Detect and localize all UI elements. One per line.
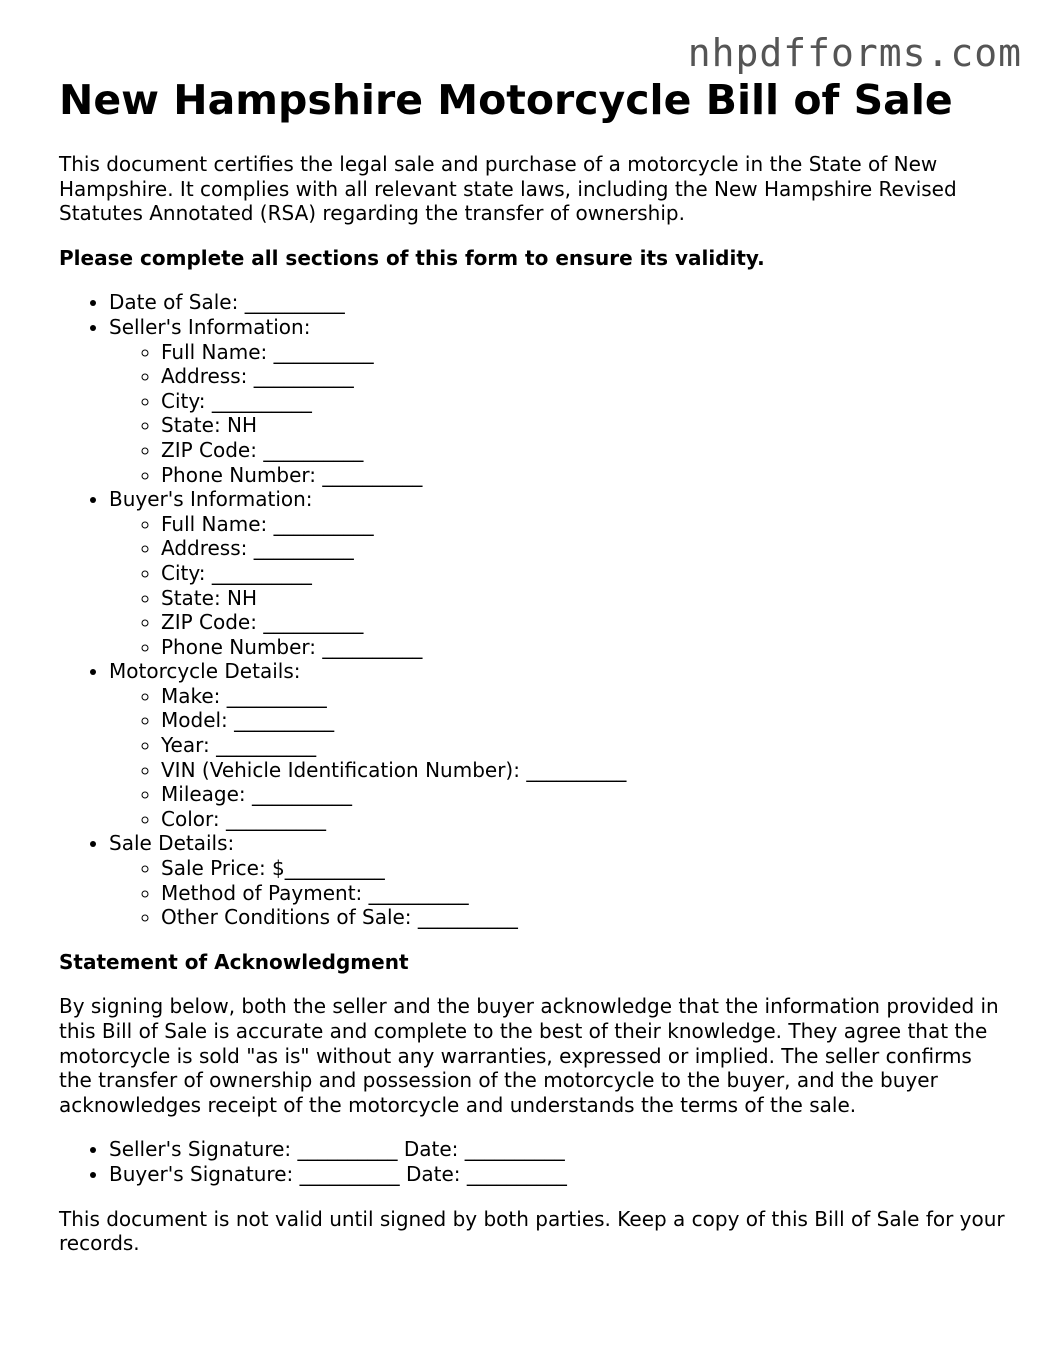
sale-section xyxy=(109,831,1009,929)
buyer-zip-field: ◦ ZIP Code: __________ xyxy=(161,610,1009,635)
closing-paragraph: This document is not valid until signed by both parties. Keep a copy of this Bill of Sale for your records. xyxy=(59,1206,1005,1256)
seller-section xyxy=(109,315,1009,487)
motorcycle-mileage-field: ◦ Mileage: __________ xyxy=(161,782,1009,807)
motorcycle-section xyxy=(109,659,1009,831)
sale-fields xyxy=(109,856,1009,930)
intro-paragraph: This document certifies the legal sale and purchase of a motorcycle in the State of New Hampshire. It complies with all relevant state laws, including the New Hampshire Revised Statutes Annotated (RSA) regarding the transfer of ownership. xyxy=(59,152,957,226)
sale-price-field: ◦ Sale Price: $__________ xyxy=(161,856,1009,881)
document-page xyxy=(59,74,1009,1256)
other-conditions-field: ◦ Other Conditions of Sale: __________ xyxy=(161,905,1009,930)
buyer-phone-field: ◦ Phone Number: __________ xyxy=(161,635,1009,660)
buyer-heading: Buyer's Information: xyxy=(109,487,313,512)
form-fields-list xyxy=(59,290,1009,929)
seller-city-field: ◦ City: __________ xyxy=(161,389,1009,414)
buyer-section xyxy=(109,487,1009,659)
acknowledgment-heading: Statement of Acknowledgment xyxy=(59,949,409,974)
payment-method-field: ◦ Method of Payment: __________ xyxy=(161,881,1009,906)
motorcycle-fields xyxy=(109,684,1009,832)
buyer-state-field: ◦ State: NH xyxy=(161,586,1009,611)
completion-note: Please complete all sections of this form to ensure its validity. xyxy=(59,245,765,270)
seller-phone-field: ◦ Phone Number: __________ xyxy=(161,463,1009,488)
motorcycle-heading: Motorcycle Details: xyxy=(109,659,301,684)
motorcycle-make-field: ◦ Make: __________ xyxy=(161,684,1009,709)
seller-zip-field: ◦ ZIP Code: __________ xyxy=(161,438,1009,463)
buyer-signature-field: • Buyer's Signature: __________ Date: __________ xyxy=(109,1162,1009,1187)
motorcycle-year-field: ◦ Year: __________ xyxy=(161,733,1009,758)
motorcycle-vin-field: ◦ VIN (Vehicle Identification Number): __________ xyxy=(161,758,1009,783)
signature-list xyxy=(59,1137,1009,1186)
site-watermark: nhpdfforms.com xyxy=(687,31,1022,75)
acknowledgment-paragraph: By signing below, both the seller and the buyer acknowledge that the information provided in this Bill of Sale is accurate and complete to the best of their knowledge. They agree that the motorcycle is sold "as is" without any warranties, expressed or implied. The seller confirms the transfer of ownership and possession of the motorcycle to the buyer, and the buyer acknowledges receipt of the motorcycle and understands the terms of the sale. xyxy=(59,994,999,1117)
date-of-sale-field: • Date of Sale: __________ xyxy=(109,290,1009,315)
sale-heading: Sale Details: xyxy=(109,831,235,856)
motorcycle-color-field: ◦ Color: __________ xyxy=(161,807,1009,832)
buyer-fields xyxy=(109,512,1009,660)
buyer-full-name-field: ◦ Full Name: __________ xyxy=(161,512,1009,537)
seller-full-name-field: ◦ Full Name: __________ xyxy=(161,340,1009,365)
seller-state-field: ◦ State: NH xyxy=(161,413,1009,438)
page-title: New Hampshire Motorcycle Bill of Sale xyxy=(59,76,953,124)
motorcycle-model-field: ◦ Model: __________ xyxy=(161,708,1009,733)
buyer-address-field: ◦ Address: __________ xyxy=(161,536,1009,561)
seller-address-field: ◦ Address: __________ xyxy=(161,364,1009,389)
buyer-city-field: ◦ City: __________ xyxy=(161,561,1009,586)
seller-signature-field: • Seller's Signature: __________ Date: __________ xyxy=(109,1137,1009,1162)
seller-fields xyxy=(109,340,1009,488)
seller-heading: Seller's Information: xyxy=(109,314,311,339)
